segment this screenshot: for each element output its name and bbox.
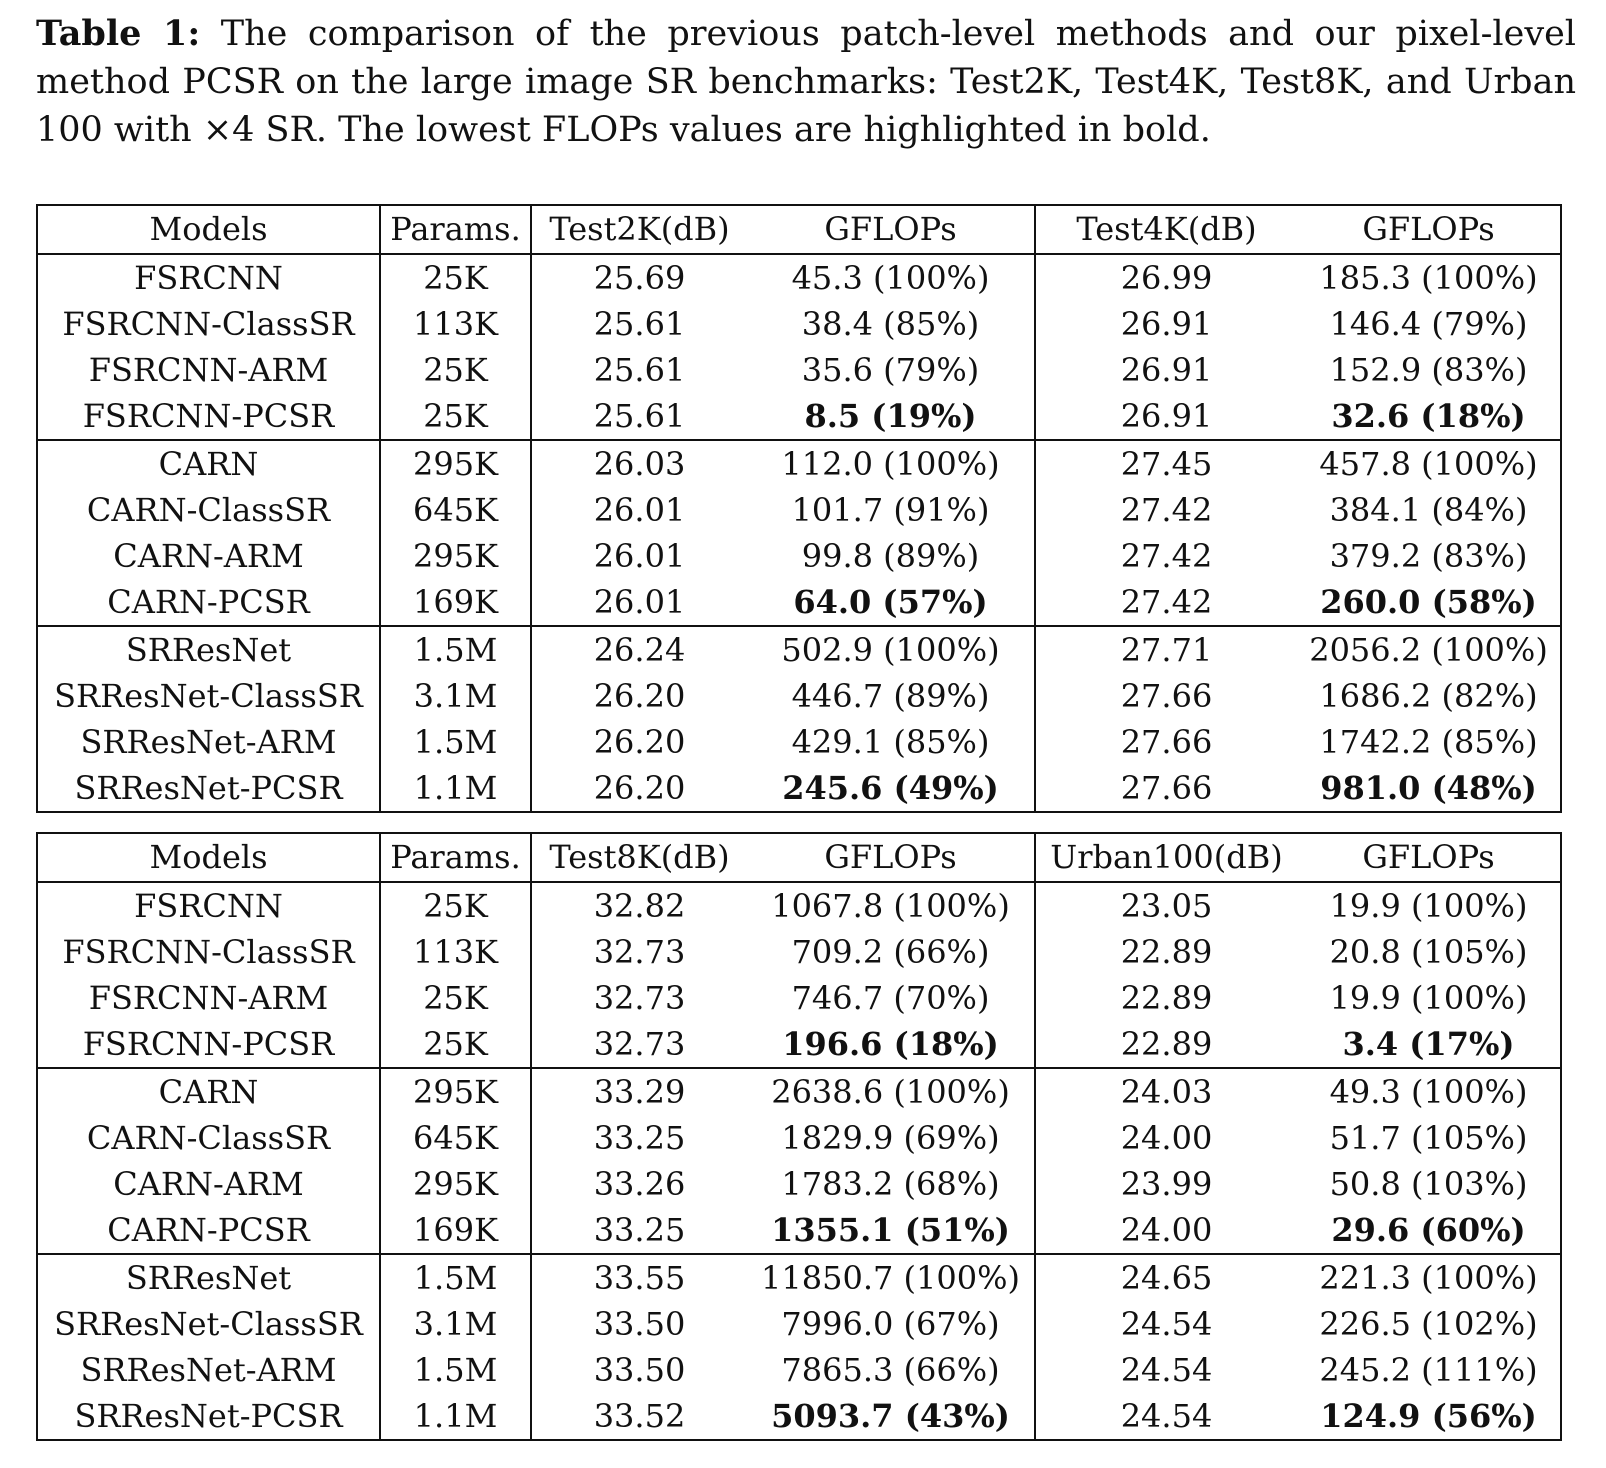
- table-row: [37, 1254, 1561, 1301]
- cell-model-name: CARN: [37, 1068, 380, 1115]
- table-row: [37, 440, 1561, 487]
- header-params: Params.: [380, 205, 531, 254]
- cell-model-name: FSRCNN: [37, 254, 380, 301]
- cell-model-name: SRResNet-ClassSR: [37, 673, 380, 719]
- table-row: [37, 765, 1561, 812]
- cell-psnr-b: 27.66: [1120, 723, 1213, 761]
- cell-model-name: FSRCNN-ClassSR: [37, 929, 380, 975]
- cell-gflops-b: 245.2 (111%): [1319, 1351, 1538, 1389]
- cell-model-name: SRResNet: [37, 1254, 380, 1301]
- table-row: [37, 579, 1561, 626]
- cell-params: 1.5M: [380, 626, 531, 673]
- cell-params: 25K: [380, 1021, 531, 1068]
- cell-params: 25K: [380, 347, 531, 393]
- cell-gflops-a: 709.2 (66%): [747, 929, 1035, 975]
- header-gflops-2: GFLOPs: [1297, 833, 1561, 882]
- cell-params: 1.1M: [380, 1393, 531, 1440]
- cell-params: 25K: [380, 254, 531, 301]
- cell-gflops-b: 51.7 (105%): [1329, 1119, 1528, 1157]
- table-row: [37, 1393, 1561, 1440]
- cell-psnr-a: 26.24: [593, 631, 686, 669]
- cell-model-name: CARN-ARM: [37, 533, 380, 579]
- cell-psnr-a: 32.82: [593, 887, 686, 925]
- cell-psnr-a: 33.50: [593, 1351, 686, 1389]
- cell-psnr-a: 33.26: [593, 1165, 686, 1203]
- cell-params: 1.5M: [380, 1347, 531, 1393]
- cell-psnr-b: 24.54: [1120, 1397, 1213, 1435]
- cell-model-name: FSRCNN: [37, 882, 380, 929]
- table-row: [37, 301, 1561, 347]
- header-gflops-1: GFLOPs: [747, 205, 1035, 254]
- table-row: [37, 347, 1561, 393]
- cell-psnr-b: 27.42: [1120, 491, 1213, 529]
- cell-psnr-b: 27.66: [1120, 677, 1213, 715]
- cell-params: 1.5M: [380, 719, 531, 765]
- cell-psnr-a: 33.25: [593, 1119, 686, 1157]
- cell-model-name: SRResNet-ClassSR: [37, 1301, 380, 1347]
- cell-params: 645K: [380, 1115, 531, 1161]
- cell-gflops-a: 746.7 (70%): [747, 975, 1035, 1021]
- cell-gflops-b: 19.9 (100%): [1329, 887, 1528, 925]
- table-row: [37, 1161, 1561, 1207]
- cell-psnr-b: 24.54: [1120, 1305, 1213, 1343]
- table-row: [37, 487, 1561, 533]
- cell-gflops-a: 2638.6 (100%): [747, 1068, 1035, 1115]
- cell-psnr-a: 33.50: [593, 1305, 686, 1343]
- header-params: Params.: [380, 833, 531, 882]
- cell-params: 25K: [380, 393, 531, 440]
- table-row: [37, 929, 1561, 975]
- cell-model-name: FSRCNN-PCSR: [37, 393, 380, 440]
- cell-gflops-b: 146.4 (79%): [1329, 305, 1528, 343]
- cell-psnr-a: 25.61: [593, 351, 686, 389]
- table-row: [37, 719, 1561, 765]
- cell-gflops-b: 384.1 (84%): [1329, 491, 1528, 529]
- cell-gflops-b: 221.3 (100%): [1319, 1259, 1538, 1297]
- cell-params: 295K: [380, 533, 531, 579]
- cell-model-name: CARN-PCSR: [37, 1207, 380, 1254]
- cell-psnr-b: 27.66: [1120, 769, 1213, 807]
- cell-psnr-a: 33.52: [593, 1397, 686, 1435]
- cell-psnr-a: 32.73: [593, 933, 686, 971]
- cell-model-name: CARN-ARM: [37, 1161, 380, 1207]
- cell-gflops-a: 38.4 (85%): [747, 301, 1035, 347]
- cell-model-name: CARN-PCSR: [37, 579, 380, 626]
- cell-gflops-b: 19.9 (100%): [1329, 979, 1528, 1017]
- cell-gflops-b: 3.4 (17%): [1297, 1021, 1561, 1068]
- cell-gflops-a: 245.6 (49%): [747, 765, 1035, 812]
- cell-gflops-a: 1355.1 (51%): [747, 1207, 1035, 1254]
- cell-gflops-a: 429.1 (85%): [747, 719, 1035, 765]
- cell-gflops-b: 226.5 (102%): [1319, 1305, 1538, 1343]
- cell-gflops-a: 196.6 (18%): [747, 1021, 1035, 1068]
- header-psnr-2: Test4K(dB): [1035, 205, 1297, 254]
- cell-gflops-b: 981.0 (48%): [1320, 769, 1537, 807]
- cell-gflops-b: 49.3 (100%): [1329, 1073, 1528, 1111]
- table-row: [37, 1068, 1561, 1115]
- cell-psnr-a: 33.25: [531, 1207, 747, 1254]
- cell-gflops-a: 101.7 (91%): [747, 487, 1035, 533]
- cell-gflops-a: 446.7 (89%): [747, 673, 1035, 719]
- cell-gflops-b: 124.9 (56%): [1320, 1397, 1537, 1435]
- cell-psnr-b: 26.91: [1120, 351, 1213, 389]
- header-psnr-1: Test2K(dB): [531, 205, 747, 254]
- header-psnr-1: Test8K(dB): [531, 833, 747, 882]
- cell-psnr-a: 26.01: [593, 491, 686, 529]
- cell-psnr-a: 26.01: [593, 537, 686, 575]
- cell-gflops-a: 8.5 (19%): [747, 393, 1035, 440]
- cell-psnr-a: 33.55: [593, 1259, 686, 1297]
- cell-psnr-b: 22.89: [1120, 979, 1213, 1017]
- cell-params: 25K: [380, 882, 531, 929]
- cell-gflops-b: 2056.2 (100%): [1309, 631, 1548, 669]
- cell-psnr-a: 26.20: [593, 723, 686, 761]
- cell-gflops-b: 379.2 (83%): [1329, 537, 1528, 575]
- cell-gflops-b: 32.6 (18%): [1297, 393, 1561, 440]
- cell-psnr-a: 32.73: [531, 1021, 747, 1068]
- table-caption: [36, 10, 1576, 154]
- cell-gflops-a: 1067.8 (100%): [747, 882, 1035, 929]
- cell-params: 1.5M: [380, 1254, 531, 1301]
- cell-psnr-b: 24.00: [1035, 1207, 1297, 1254]
- cell-gflops-b: 1742.2 (85%): [1319, 723, 1538, 761]
- cell-model-name: CARN: [37, 440, 380, 487]
- cell-params: 295K: [380, 1161, 531, 1207]
- cell-gflops-b: 152.9 (83%): [1329, 351, 1528, 389]
- results-table-top: [36, 204, 1560, 813]
- header-row: [37, 833, 1561, 882]
- cell-gflops-b: 185.3 (100%): [1319, 259, 1538, 297]
- cell-psnr-b: 22.89: [1120, 933, 1213, 971]
- cell-psnr-b: 27.71: [1120, 631, 1213, 669]
- cell-psnr-b: 23.05: [1120, 887, 1213, 925]
- cell-psnr-a: 26.20: [593, 677, 686, 715]
- cell-params: 169K: [380, 1207, 531, 1254]
- cell-psnr-b: 22.89: [1035, 1021, 1297, 1068]
- cell-psnr-a: 26.03: [593, 445, 686, 483]
- header-row: [37, 205, 1561, 254]
- table-row: [37, 673, 1561, 719]
- cell-gflops-a: 1783.2 (68%): [747, 1161, 1035, 1207]
- cell-params: 169K: [380, 579, 531, 626]
- table-row: [37, 393, 1561, 440]
- cell-gflops-a: 99.8 (89%): [747, 533, 1035, 579]
- cell-gflops-a: 5093.7 (43%): [747, 1393, 1035, 1440]
- table-test2k-test4k: [36, 204, 1562, 813]
- header-psnr-2: Urban100(dB): [1035, 833, 1297, 882]
- cell-psnr-b: 26.99: [1120, 259, 1213, 297]
- cell-gflops-b: 1686.2 (82%): [1319, 677, 1538, 715]
- header-models: Models: [37, 205, 380, 254]
- cell-gflops-b: 50.8 (103%): [1329, 1165, 1528, 1203]
- header-gflops-2: GFLOPs: [1297, 205, 1561, 254]
- cell-params: 25K: [380, 975, 531, 1021]
- table-row: [37, 1207, 1561, 1254]
- table-row: [37, 975, 1561, 1021]
- cell-psnr-a: 26.20: [593, 769, 686, 807]
- table-row: [37, 1347, 1561, 1393]
- cell-model-name: FSRCNN-ClassSR: [37, 301, 380, 347]
- cell-psnr-b: 23.99: [1120, 1165, 1213, 1203]
- cell-psnr-a: 33.29: [593, 1073, 686, 1111]
- cell-psnr-b: 24.54: [1120, 1351, 1213, 1389]
- table-row: [37, 533, 1561, 579]
- table-test8k-urban100: [36, 832, 1562, 1441]
- cell-psnr-b: 27.45: [1120, 445, 1213, 483]
- cell-params: 645K: [380, 487, 531, 533]
- cell-psnr-a: 25.61: [531, 393, 747, 440]
- header-models: Models: [37, 833, 380, 882]
- cell-model-name: SRResNet-ARM: [37, 719, 380, 765]
- cell-params: 3.1M: [380, 1301, 531, 1347]
- cell-gflops-b: 457.8 (100%): [1319, 445, 1538, 483]
- cell-psnr-a: 32.73: [593, 979, 686, 1017]
- table-row: [37, 882, 1561, 929]
- caption-text: The comparison of the previous patch-level methods and our pixel-level method PCSR on the large image SR benchmarks: Test2K, Test4K, Test8K, and Urban 100 with ×4 SR. The lowest FLOPs values are highlighted in bold.: [36, 14, 1577, 150]
- cell-params: 1.1M: [380, 765, 531, 812]
- cell-params: 295K: [380, 1068, 531, 1115]
- cell-model-name: FSRCNN-ARM: [37, 975, 380, 1021]
- cell-psnr-b: 26.91: [1035, 393, 1297, 440]
- cell-model-name: SRResNet-ARM: [37, 1347, 380, 1393]
- cell-params: 3.1M: [380, 673, 531, 719]
- cell-model-name: SRResNet: [37, 626, 380, 673]
- cell-model-name: CARN-ClassSR: [37, 487, 380, 533]
- cell-gflops-a: 7865.3 (66%): [747, 1347, 1035, 1393]
- cell-psnr-b: 26.91: [1120, 305, 1213, 343]
- header-gflops-1: GFLOPs: [747, 833, 1035, 882]
- cell-model-name: FSRCNN-PCSR: [37, 1021, 380, 1068]
- cell-gflops-b: 260.0 (58%): [1297, 579, 1561, 626]
- cell-model-name: FSRCNN-ARM: [37, 347, 380, 393]
- cell-gflops-a: 64.0 (57%): [747, 579, 1035, 626]
- cell-gflops-a: 502.9 (100%): [747, 626, 1035, 673]
- cell-model-name: SRResNet-PCSR: [37, 1393, 380, 1440]
- cell-params: 295K: [380, 440, 531, 487]
- cell-model-name: SRResNet-PCSR: [37, 765, 380, 812]
- cell-params: 113K: [380, 301, 531, 347]
- cell-gflops-b: 20.8 (105%): [1329, 933, 1528, 971]
- cell-gflops-a: 1829.9 (69%): [747, 1115, 1035, 1161]
- cell-gflops-a: 112.0 (100%): [747, 440, 1035, 487]
- cell-psnr-a: 26.01: [531, 579, 747, 626]
- table-row: [37, 254, 1561, 301]
- table-row: [37, 626, 1561, 673]
- cell-psnr-b: 24.00: [1120, 1119, 1213, 1157]
- cell-psnr-b: 24.03: [1120, 1073, 1213, 1111]
- cell-psnr-b: 24.65: [1120, 1259, 1213, 1297]
- caption-label: Table 1:: [36, 13, 201, 54]
- cell-gflops-a: 35.6 (79%): [747, 347, 1035, 393]
- cell-psnr-a: 25.61: [593, 305, 686, 343]
- results-table-bottom: [36, 832, 1560, 1441]
- table-row: [37, 1021, 1561, 1068]
- cell-gflops-a: 11850.7 (100%): [747, 1254, 1035, 1301]
- cell-psnr-b: 27.42: [1035, 579, 1297, 626]
- table-row: [37, 1301, 1561, 1347]
- cell-params: 113K: [380, 929, 531, 975]
- cell-model-name: CARN-ClassSR: [37, 1115, 380, 1161]
- cell-gflops-a: 45.3 (100%): [747, 254, 1035, 301]
- cell-gflops-a: 7996.0 (67%): [747, 1301, 1035, 1347]
- cell-psnr-a: 25.69: [593, 259, 686, 297]
- cell-psnr-b: 27.42: [1120, 537, 1213, 575]
- cell-gflops-b: 29.6 (60%): [1297, 1207, 1561, 1254]
- table-row: [37, 1115, 1561, 1161]
